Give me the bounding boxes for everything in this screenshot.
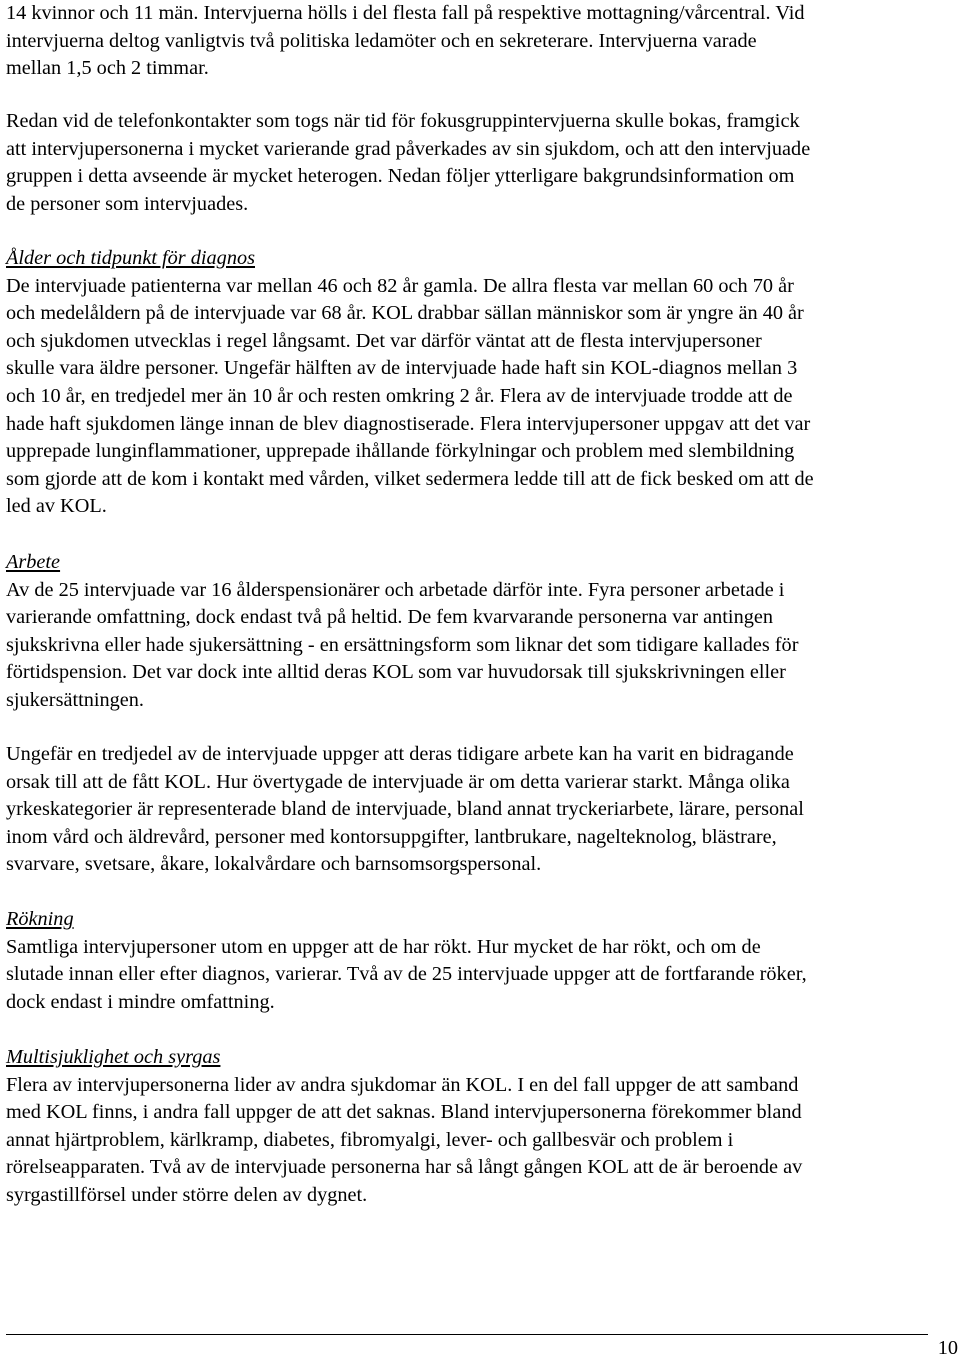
- footer-rule: [6, 1334, 928, 1335]
- text-line: varierande omfattning, dock endast två på heltid. De fem kvarvarande personerna var antingen: [6, 606, 773, 629]
- page-number: 10: [937, 1337, 958, 1359]
- section-alder: [6, 245, 956, 521]
- text-line: led av KOL.: [6, 495, 107, 518]
- text-line: sjukersättningen.: [6, 688, 144, 711]
- section-arbete: [6, 549, 956, 715]
- text-line: hade haft sjukdomen länge innan de blev diagnostiserade. Flera intervjupersoner uppgav att det var: [6, 412, 811, 435]
- text-line: de personer som intervjuades.: [6, 192, 249, 215]
- text-line: svarvare, svetsare, åkare, lokalvårdare och barnsomsorgspersonal.: [6, 853, 542, 876]
- text-line: att intervjupersonerna i mycket varierande grad påverkades av sin sjukdom, och att den intervjuade: [6, 137, 811, 160]
- text-line: gruppen i detta avseende är mycket heterogen. Nedan följer ytterligare bakgrundsinformation om: [6, 165, 795, 188]
- text-line: Samtliga intervjupersoner utom en uppger att de har rökt. Hur mycket de har rökt, och om de: [6, 935, 761, 958]
- text-line: och medelåldern på de intervjuade var 68 år. KOL drabbar sällan människor som är yngre än 40 år: [6, 302, 804, 325]
- section-heading: Arbete: [6, 551, 61, 573]
- section-heading: Ålder och tidpunkt för diagnos: [6, 247, 255, 269]
- paragraph-telefonkontakter: [6, 108, 956, 218]
- text-line: sjukskrivna eller hade sjukersättning - en ersättningsform som liknar det som tidigare kallades för: [6, 633, 799, 656]
- text-line: De intervjuade patienterna var mellan 46 och 82 år gamla. De allra flesta var mellan 60 och 70 år: [6, 274, 794, 297]
- paragraph-tidigare-arbete: [6, 741, 956, 879]
- text-line: syrgastillförsel under större delen av dygnet.: [6, 1183, 368, 1206]
- text-line: mellan 1,5 och 2 timmar.: [6, 57, 209, 80]
- text-line: rörelseapparaten. Två av de intervjuade personerna har så långt gången KOL att de är beroende av: [6, 1156, 803, 1179]
- text-line: skulle vara äldre personer. Ungefär hälften av de intervjuade hade haft sin KOL-diagnos mellan 3: [6, 357, 798, 380]
- text-line: upprepade lunginflammationer, upprepade ihållande förkylningar och problem med slembildning: [6, 440, 795, 463]
- text-line: dock endast i mindre omfattning.: [6, 990, 275, 1013]
- text-line: yrkeskategorier är representerade bland de intervjuade, bland annat tryckeriarbete, lärare, personal: [6, 798, 804, 821]
- text-line: som gjorde att de kom i kontakt med vården, vilket sedermera ledde till att de fick besked om att de: [6, 467, 814, 490]
- section-heading: Multisjuklighet och syrgas: [6, 1046, 221, 1068]
- text-line: Flera av intervjupersonerna lider av andra sjukdomar än KOL. I en del fall uppger de att samband: [6, 1073, 799, 1096]
- text-line: med KOL finns, i andra fall uppger de att det saknas. Bland intervjupersonerna förekommer bland: [6, 1101, 802, 1124]
- text-line: inom vård och äldrevård, personer med kontorsuppgifter, lantbrukare, nagelteknolog, blästrare,: [6, 825, 777, 848]
- text-line: Ungefär en tredjedel av de intervjuade uppger att deras tidigare arbete kan ha varit en bidragande: [6, 743, 794, 765]
- text-line: annat hjärtproblem, kärlkramp, diabetes, fibromyalgi, lever- och gallbesvär och problem i: [6, 1128, 734, 1151]
- text-line: förtidspension. Det var dock inte alltid deras KOL som var huvudorsak till sjukskrivningen eller: [6, 661, 786, 684]
- text-line: intervjuerna deltog vanligtvis två politiska ledamöter och en sekreterare. Intervjuerna varade: [6, 29, 757, 52]
- section-heading: Rökning: [6, 908, 74, 930]
- section-multisjuklighet: [6, 1044, 956, 1210]
- text-line: orsak till att de fått KOL. Hur övertygade de intervjuade är om detta varierar starkt. Många olika: [6, 770, 790, 793]
- text-line: Redan vid de telefonkontakter som togs när tid för fokusgruppintervjuerna skulle bokas, framgick: [6, 110, 800, 132]
- text-line: Av de 25 intervjuade var 16 ålderspensionärer och arbetade därför inte. Fyra personer arbetade i: [6, 578, 785, 601]
- text-line: och 10 år, en tredjedel mer än 10 år och resten omkring 2 år. Flera av de intervjuade trodde att de: [6, 384, 793, 407]
- text-line: 14 kvinnor och 11 män. Intervjuerna hölls i del flesta fall på respektive mottagning/vårcentral. Vid: [6, 2, 805, 24]
- section-rokning: [6, 906, 956, 1016]
- paragraph-intro: [6, 0, 956, 83]
- text-line: slutade innan eller efter diagnos, varierar. Två av de 25 intervjuade uppger att de fortfarande röker,: [6, 963, 807, 986]
- text-line: och sjukdomen utvecklas i regel långsamt. Det var därför väntat att de flesta intervjupersoner: [6, 329, 762, 352]
